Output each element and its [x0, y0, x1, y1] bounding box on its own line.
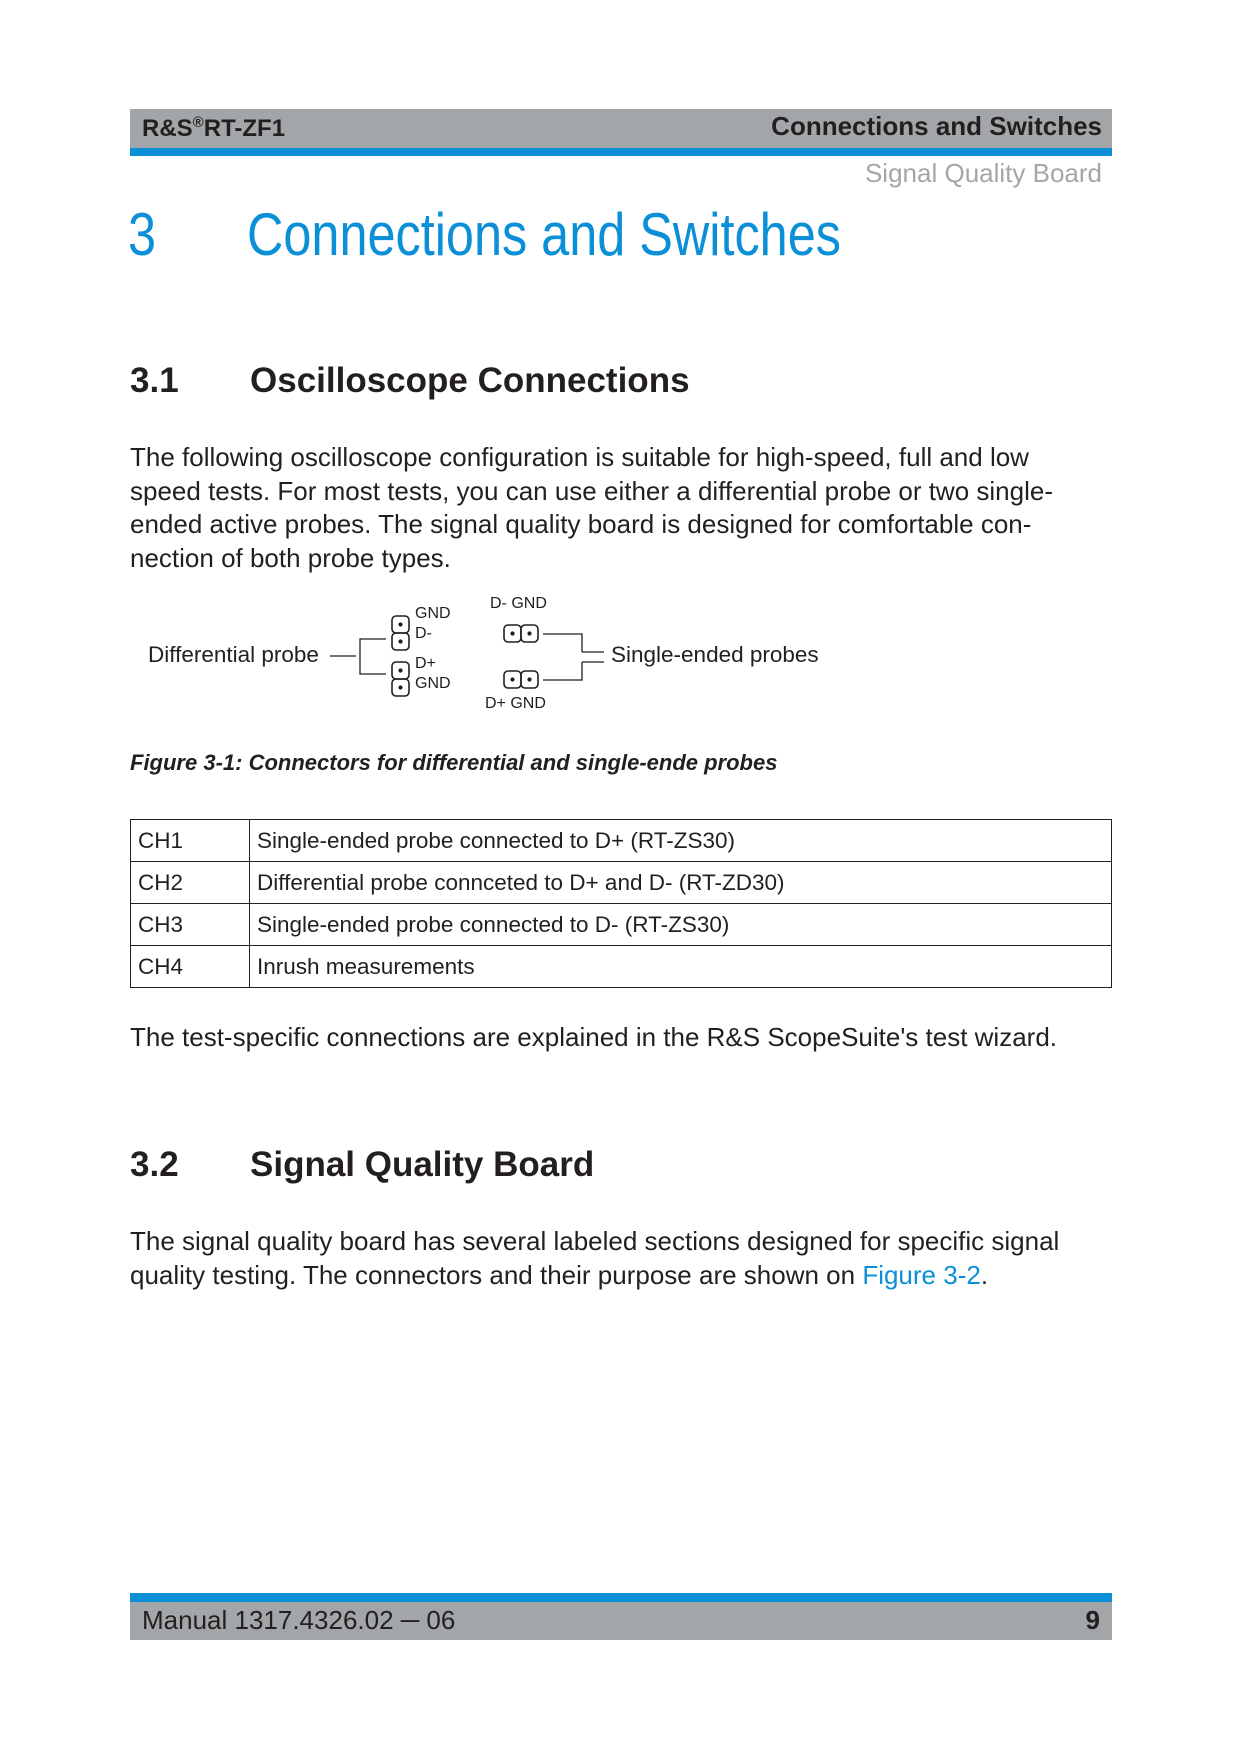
differential-connector-top: [392, 616, 409, 650]
pin-single-gnd-bottom-dot: [527, 677, 531, 681]
section-2-title: Signal Quality Board: [250, 1145, 595, 1184]
paragraph-line: The signal quality board has several labeled sections designed for specific signal: [130, 1226, 1060, 1256]
section-2-number: 3.2: [130, 1145, 179, 1184]
pin-gnd-bottom-dot: [398, 685, 402, 689]
paragraph-line: speed tests. For most tests, you can use either a differential probe or two single-: [130, 475, 1053, 506]
table-cell-description: Single-ended probe connected to D- (RT-ZS30): [250, 904, 1112, 946]
differential-bracket: [360, 639, 386, 674]
figure-3-2-link[interactable]: Figure 3-2: [862, 1259, 981, 1290]
pin-label-d-plus: D+: [415, 655, 436, 672]
paragraph-line: The test-specific connections are explained in the R&S ScopeSuite's test wizard.: [130, 1022, 1057, 1052]
table-row: [131, 862, 1112, 904]
header-product-model: RT-ZF1: [203, 115, 286, 142]
chapter-number: 3: [128, 201, 157, 268]
header-accent-line: [130, 148, 1112, 156]
figure-caption: Figure 3-1: Connectors for differential and single-ende probes: [130, 750, 778, 775]
table-row: [131, 820, 1112, 862]
table-cell-description: Inrush measurements: [250, 946, 1112, 988]
pin-gnd-top-dot: [398, 622, 402, 626]
header-product-name: R&S: [142, 115, 193, 142]
footer-page-number: 9: [1085, 1605, 1100, 1635]
pin-label-gnd-bottom: GND: [415, 675, 451, 692]
paragraph-line: ended active probes. The signal quality board is designed for comfortable con-: [130, 509, 1032, 539]
table-row: [131, 904, 1112, 946]
single-ended-connector-top: [504, 625, 538, 642]
single-top-label: D- GND: [490, 595, 547, 612]
single-ended-probes-label: Single-ended probes: [611, 642, 819, 667]
header-section-title: Signal Quality Board: [864, 158, 1102, 188]
footer-manual-number: Manual 1317.4326.02 ─ 06: [142, 1605, 456, 1635]
pin-single-gnd-top-dot: [527, 631, 531, 635]
connector-diagram: [130, 595, 1112, 725]
paragraph-line: [130, 1259, 1112, 1293]
section-1-number: 3.1: [130, 361, 179, 400]
header-product: [142, 114, 285, 143]
table-cell-channel: CH2: [131, 862, 250, 904]
pin-d-plus-dot: [398, 668, 402, 672]
single-ended-connector-bottom: [504, 671, 538, 688]
pin-single-d-minus-dot: [510, 631, 514, 635]
differential-probe-label: Differential probe: [148, 642, 319, 667]
paragraph-line: nection of both probe types.: [130, 542, 451, 573]
table-cell-channel: CH4: [131, 946, 250, 988]
single-bottom-label: D+ GND: [485, 695, 546, 712]
section-1-paragraph: [130, 441, 1112, 575]
pin-d-minus-dot: [398, 639, 402, 643]
pin-single-d-plus-dot: [510, 677, 514, 681]
channel-table: [130, 819, 1112, 988]
differential-connector-bottom: [392, 662, 409, 696]
section-2-paragraph: [130, 1225, 1112, 1292]
paragraph-text-end: .: [980, 1259, 989, 1290]
header-chapter-title: Connections and Switches: [771, 111, 1102, 141]
after-table-paragraph: [130, 1021, 1112, 1055]
single-top-lead: [543, 634, 582, 652]
table-cell-description: Single-ended probe connected to D+ (RT-ZS30): [250, 820, 1112, 862]
paragraph-line: The following oscilloscope configuration is suitable for high-speed, full and low: [130, 442, 1029, 472]
pin-label-gnd-top: GND: [415, 605, 451, 622]
paragraph-text: quality testing. The connectors and their purpose are shown on: [130, 1259, 863, 1290]
chapter-title: Connections and Switches: [247, 201, 841, 268]
single-bottom-lead: [543, 662, 582, 680]
header-product-reg: ®: [192, 114, 204, 131]
section-1-title: Oscilloscope Connections: [250, 361, 690, 400]
table-cell-channel: CH3: [131, 904, 250, 946]
table-cell-description: Differential probe connceted to D+ and D- (RT-ZD30): [250, 862, 1112, 904]
table-cell-channel: CH1: [131, 820, 250, 862]
table-row: [131, 946, 1112, 988]
pin-label-d-minus: D-: [415, 625, 432, 642]
footer-accent-line: [130, 1593, 1112, 1602]
